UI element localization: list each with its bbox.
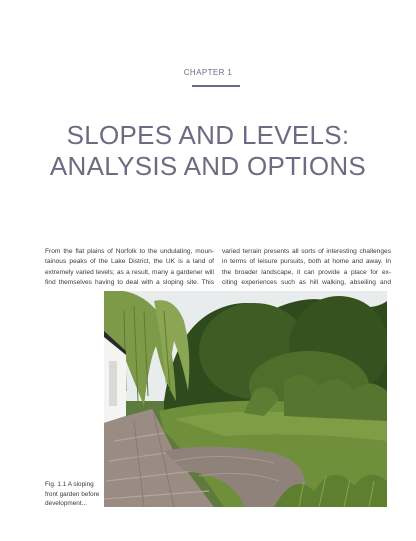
- chapter-title: [0, 120, 416, 182]
- caption-line: development...: [45, 500, 87, 507]
- body-text-right-column: [222, 247, 391, 288]
- body-line: From the flat plains of Norfolk to the undulating, moun-: [45, 248, 214, 255]
- chapter-title-line-1: SLOPES AND LEVELS:: [66, 120, 350, 150]
- body-line: tainous peaks of the Lake District, the UK is a land of: [45, 258, 214, 266]
- chapter-label: CHAPTER 1: [183, 68, 233, 77]
- body-text-left-column: [45, 247, 214, 288]
- body-line: citing experiences such as hill walking, abseiling and: [222, 278, 391, 286]
- chapter-divider: [192, 85, 240, 87]
- garden-photo-illustration: [104, 291, 387, 507]
- caption-line: front garden before: [45, 490, 100, 498]
- house-door: [109, 361, 117, 406]
- chapter-title-line-2: ANALYSIS AND OPTIONS: [49, 151, 367, 181]
- figure-caption: [45, 480, 103, 509]
- body-line: find themselves having to deal with a sloping site. This: [45, 278, 214, 286]
- garden-photo: [104, 291, 387, 507]
- body-line: in terms of leisure pursuits, both at home and away. In: [222, 258, 391, 266]
- body-line: the broader landscape, it can provide a place for ex-: [222, 268, 391, 276]
- body-line: varied terrain presents all sorts of interesting challenges: [222, 248, 391, 255]
- body-line: extremely varied levels; as a result, many a gardener will: [45, 268, 214, 276]
- caption-line: Fig. 1.1 A sloping: [45, 481, 94, 488]
